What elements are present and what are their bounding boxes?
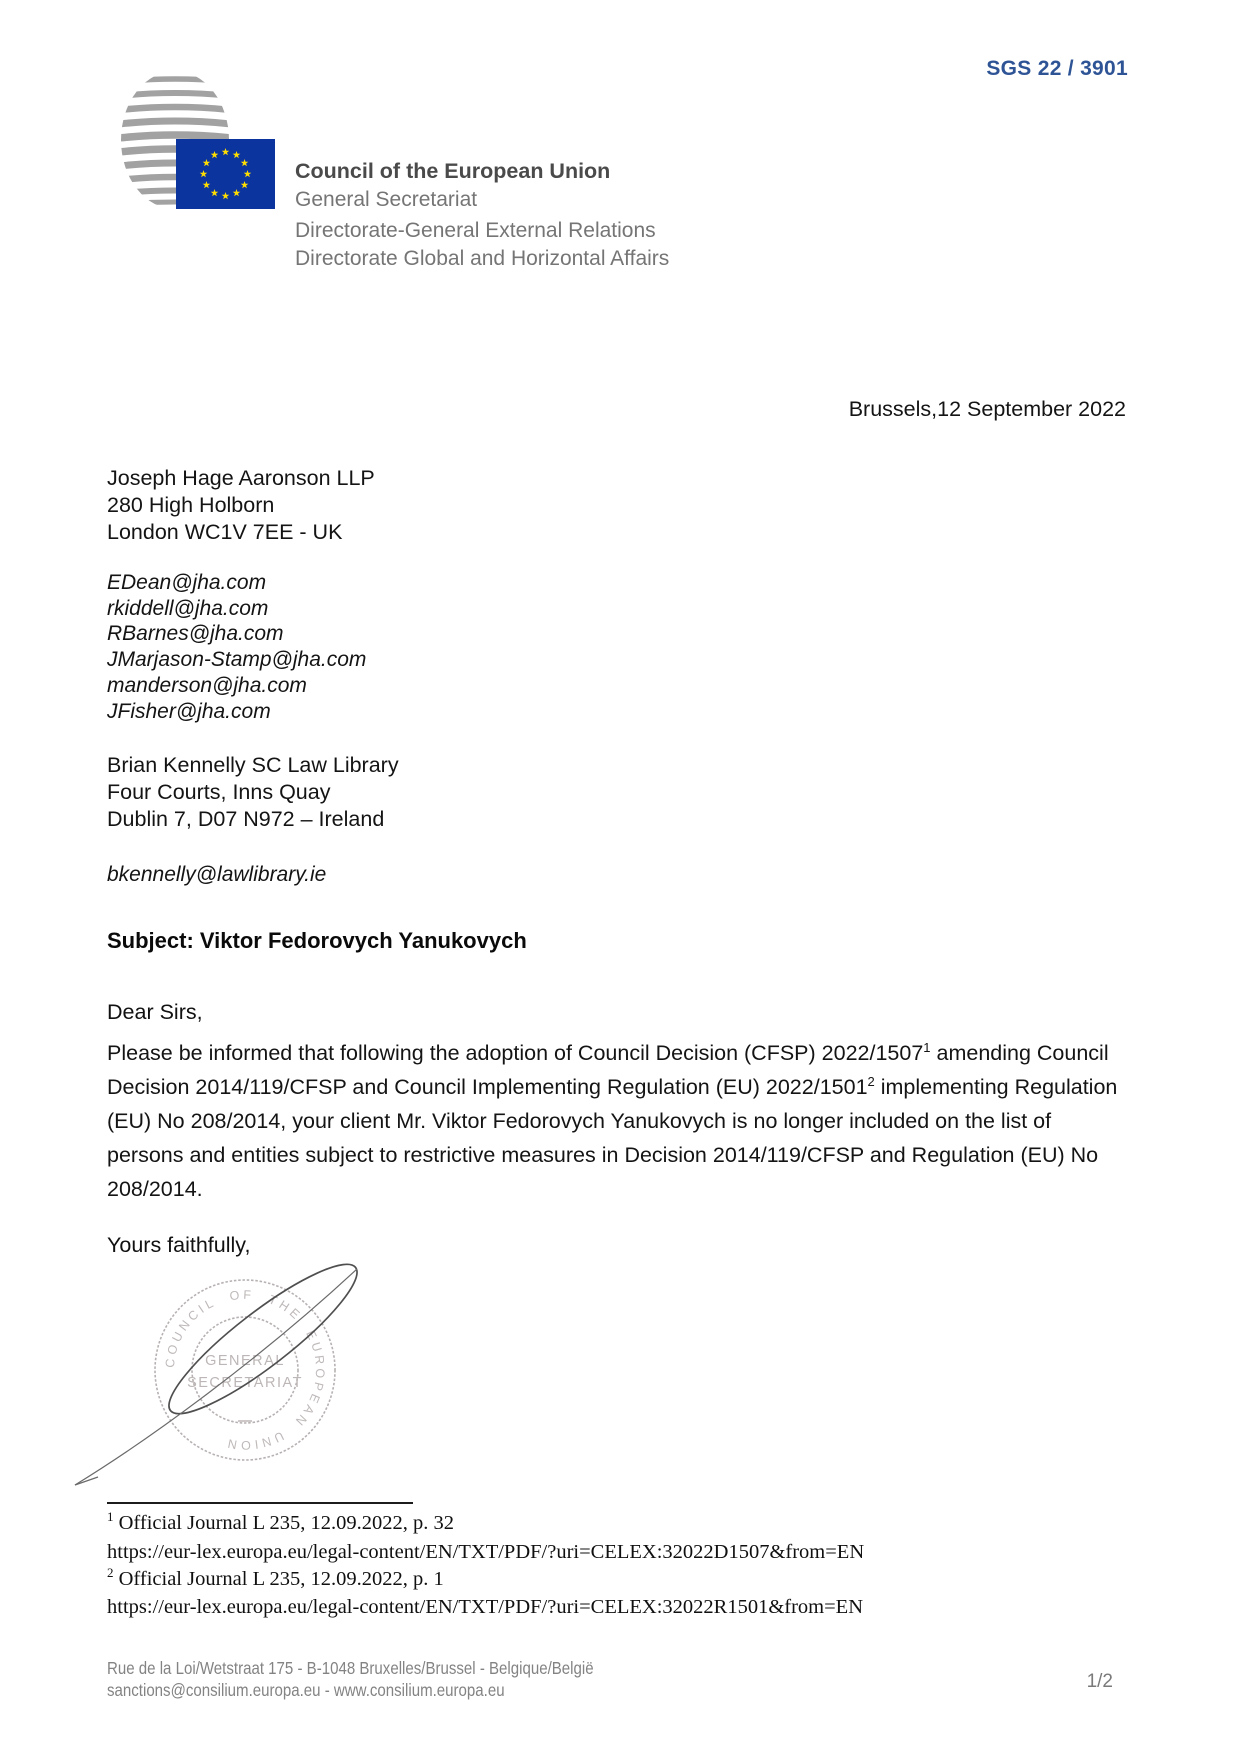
org-dept-dg-external-relations: Directorate-General External Relations (295, 219, 656, 242)
body-paragraph (107, 1036, 1133, 1206)
footnote-1 (107, 1509, 454, 1535)
subject-line: Subject: Viktor Fedorovych Yanukovych (107, 928, 527, 953)
page-number: 1/2 (1086, 1671, 1113, 1692)
barrister-name: Brian Kennelly SC Law Library (107, 753, 399, 777)
salutation: Dear Sirs, (107, 1000, 203, 1024)
footnote-2 (107, 1565, 444, 1591)
body-text: Please be informed that following the adoption of Council Decision (CFSP) 2022/1507 (107, 1041, 924, 1065)
closing-line: Yours faithfully, (107, 1233, 251, 1257)
org-name: Council of the European Union (295, 159, 611, 183)
footnote-2-url: https://eur-lex.europa.eu/legal-content/EN/TXT/PDF/?uri=CELEX:32022R1501&from=EN (107, 1596, 864, 1618)
footnote-ref-2: 2 (867, 1073, 875, 1089)
stamp-center-line1: GENERAL (205, 1353, 285, 1369)
firm-street: 280 High Holborn (107, 493, 275, 517)
body-text: amending Council Decision 2014/119/CFSP and Council Implementing Regulation (EU) 2022/1501 (107, 1041, 1109, 1099)
stamp-and-signature (60, 1253, 440, 1506)
firm-name: Joseph Hage Aaronson LLP (107, 466, 375, 490)
recipient-email: RBarnes@jha.com (107, 622, 284, 646)
footer-address: Rue de la Loi/Wetstraat 175 - B-1048 Bruxelles/Brussel - Belgique/België (107, 1658, 594, 1678)
recipient-email: EDean@jha.com (107, 571, 267, 594)
stamp-seal-icon (155, 1280, 335, 1460)
barrister-city: Dublin 7, D07 N972 – Ireland (107, 807, 385, 831)
footnote-1-marker: 1 (107, 1509, 114, 1525)
recipient-email: JMarjason-Stamp@jha.com (107, 648, 367, 672)
recipient-barrister-address (107, 752, 399, 833)
recipient-email: manderson@jha.com (107, 673, 307, 697)
footnote-2-marker: 2 (107, 1565, 114, 1581)
footer-contact: sanctions@consilium.europa.eu - www.consilium.europa.eu (107, 1680, 505, 1700)
recipient-email: rkiddell@jha.com (107, 596, 269, 620)
body-text: implementing Regulation (EU) No 208/2014, your client Mr. Viktor Fedorovych Yanukovych is no longer included on the list of persons and entities subject to restrictive measures in Decision 2014/119/CFSP and Regulation (EU) No 208/2014. (107, 1075, 1118, 1201)
footnote-ref-1: 1 (923, 1039, 931, 1055)
recipient-firm-address (107, 465, 375, 546)
dateline: Brussels,12 September 2022 (848, 397, 1126, 421)
recipient-email: JFisher@jha.com (107, 699, 271, 723)
org-dept-general-secretariat: General Secretariat (295, 188, 478, 211)
barrister-email: bkennelly@lawlibrary.ie (107, 863, 327, 886)
document-reference: SGS 22 / 3901 (986, 57, 1128, 80)
stamp-center-line2: SECRETARIAT (187, 1375, 303, 1391)
footnote-separator (107, 1502, 413, 1504)
footnote-1-text: Official Journal L 235, 12.09.2022, p. 32 (113, 1512, 454, 1534)
recipient-email-list (107, 570, 366, 724)
stamp-ring-label: COUNCIL OF THE EUROPEAN UNION (162, 1287, 328, 1453)
eu-flag-icon (176, 139, 275, 214)
firm-city: London WC1V 7EE - UK (107, 520, 343, 544)
signature-stroke (75, 1253, 372, 1485)
footnote-2-text: Official Journal L 235, 12.09.2022, p. 1 (113, 1568, 444, 1590)
org-dept-global-horizontal-affairs: Directorate Global and Horizontal Affairs (295, 247, 670, 270)
footnote-1-url: https://eur-lex.europa.eu/legal-content/EN/TXT/PDF/?uri=CELEX:32022D1507&from=EN (107, 1541, 865, 1563)
barrister-street: Four Courts, Inns Quay (107, 780, 331, 804)
